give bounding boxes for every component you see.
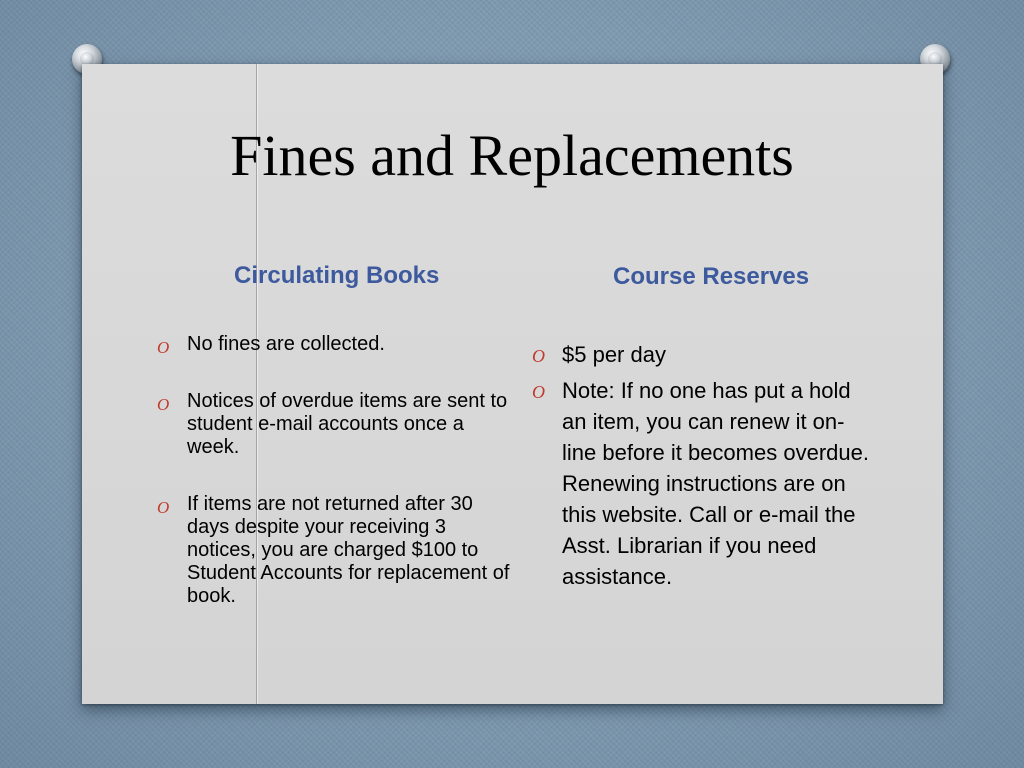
course-reserves-list: [532, 339, 877, 597]
bullet-text: Note: If no one has put a hold an item, you can renew it on-line before it becomes overdue. Renewing instructions are on this website. Call or e-mail the Asst. Librarian if you need assistance.: [562, 378, 869, 589]
bullet-text: If items are not returned after 30 days despite your receiving 3 notices, you are charged $100 to Student Accounts for replacement of book.: [187, 493, 510, 607]
list-item: [532, 339, 877, 370]
slide-title: Fines and Replacements: [230, 123, 794, 188]
bullet-marker-icon: O: [532, 346, 545, 366]
bullet-marker-icon: O: [532, 382, 545, 402]
circulating-books-list: [157, 333, 517, 642]
bullet-text: No fines are collected.: [187, 333, 385, 355]
bullet-marker-icon: O: [157, 338, 170, 357]
circulating-books-heading: Circulating Books: [234, 262, 440, 289]
list-item: [157, 493, 517, 608]
list-item: [157, 390, 517, 459]
list-item: [532, 375, 877, 592]
list-item: [157, 333, 517, 356]
course-reserves-heading: Course Reserves: [613, 263, 810, 290]
bullet-marker-icon: O: [157, 498, 170, 517]
bullet-marker-icon: O: [157, 395, 170, 414]
bullet-text: Notices of overdue items are sent to student e-mail accounts once a week.: [187, 390, 508, 458]
bullet-text: $5 per day: [562, 342, 666, 367]
